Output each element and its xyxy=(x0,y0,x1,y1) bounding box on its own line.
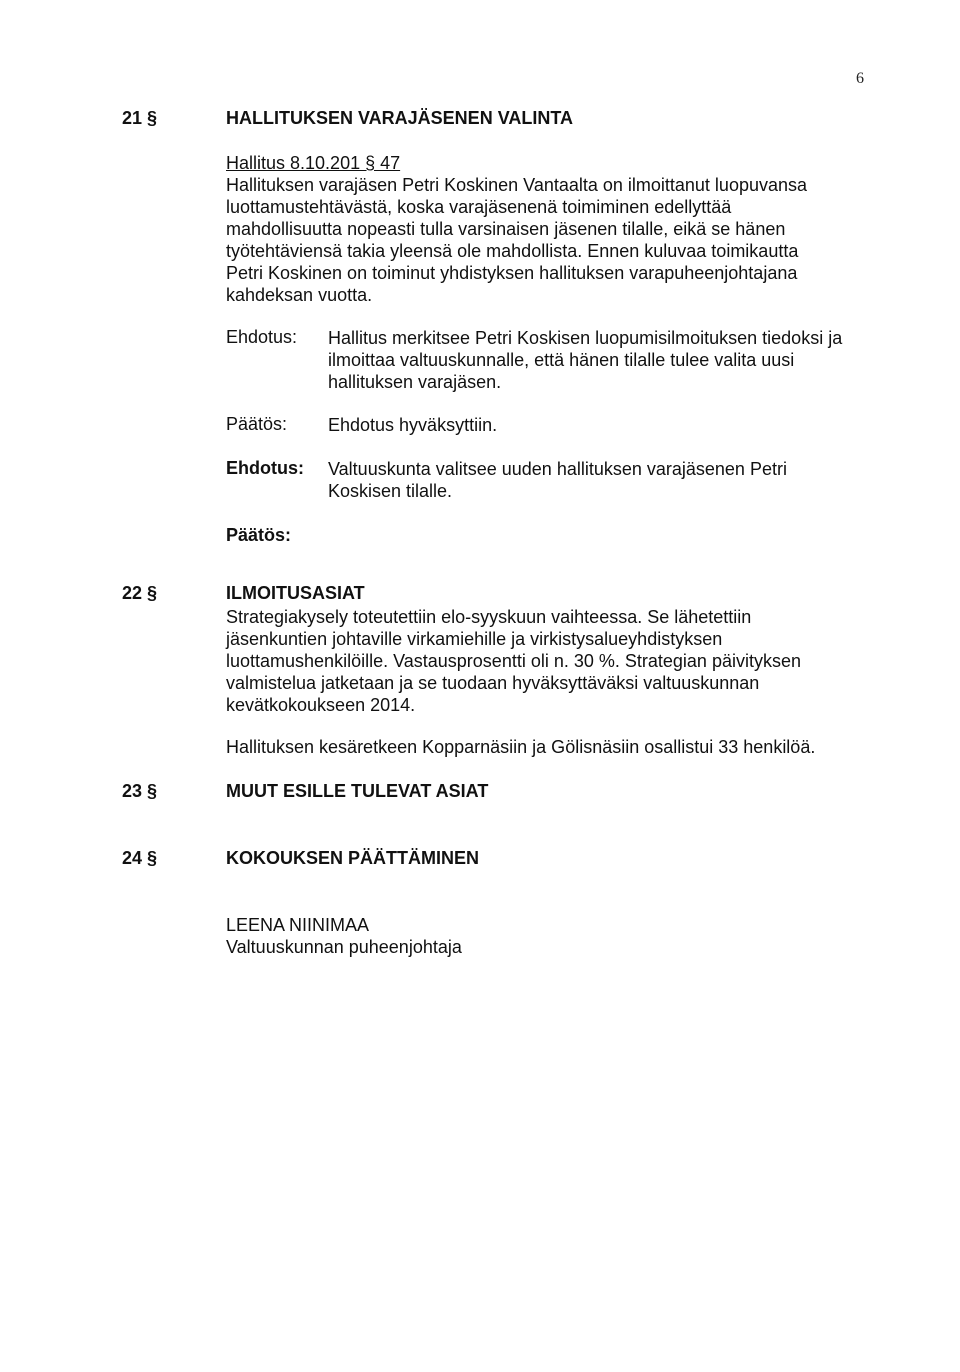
body-line: Hallituksen varajäsen Petri Koskinen Vantaalta on ilmoittanut luopuvansa xyxy=(226,175,808,195)
board-reference: Hallitus 8.10.201 § 47 xyxy=(226,153,401,173)
signature-block xyxy=(226,914,866,958)
section-21-body xyxy=(226,152,866,306)
section-22-body xyxy=(226,606,866,716)
body-line: valmistelua jatketaan ja se tuodaan hyväksyttäväksi valtuuskunnan xyxy=(226,673,760,693)
section-22-title: ILMOITUSASIAT xyxy=(226,583,365,603)
signatory-name: LEENA NIINIMAA xyxy=(226,915,370,935)
body-line: työtehtäviensä takia yleensä ole mahdollista. Ennen kuluvaa toimikautta xyxy=(226,241,799,261)
decision-2-label: Päätös: xyxy=(226,525,292,545)
proposal-2-text xyxy=(328,458,888,502)
section-21-number: 21 § xyxy=(122,108,158,128)
proposal-line: Koskisen tilalle. xyxy=(328,481,453,501)
body-line: luottamushenkilöille. Vastausprosentti oli n. 30 %. Strategian päivityksen xyxy=(226,651,801,671)
body-line: luottamustehtävästä, koska varajäsenenä toimiminen edellyttää xyxy=(226,197,732,217)
body-line: Petri Koskinen on toiminut yhdistyksen hallituksen varapuheenjohtajana xyxy=(226,263,798,283)
body-line: Strategiakysely toteutettiin elo-syyskuun vaihteessa. Se lähetettiin xyxy=(226,607,752,627)
section-22-number: 22 § xyxy=(122,583,158,603)
section-24-number: 24 § xyxy=(122,848,158,868)
body-line: kevätkokoukseen 2014. xyxy=(226,695,416,715)
proposal-line: ilmoittaa valtuuskunnalle, että hänen tilalle tulee valita uusi xyxy=(328,350,795,370)
proposal-line: Hallitus merkitsee Petri Koskisen luopumisilmoituksen tiedoksi ja xyxy=(328,328,843,348)
section-21-title: HALLITUKSEN VARAJÄSENEN VALINTA xyxy=(226,108,574,128)
section-24-title: KOKOUKSEN PÄÄTTÄMINEN xyxy=(226,848,480,868)
proposal-line: Valtuuskunta valitsee uuden hallituksen varajäsenen Petri xyxy=(328,459,787,479)
section-23-title: MUUT ESILLE TULEVAT ASIAT xyxy=(226,781,489,801)
decision-1-label: Päätös: xyxy=(226,414,288,434)
page-number: 6 xyxy=(856,70,864,87)
proposal-2-label: Ehdotus: xyxy=(226,458,304,478)
signatory-role: Valtuuskunnan puheenjohtaja xyxy=(226,937,462,957)
proposal-1-text xyxy=(328,327,888,393)
body-line: mahdollisuutta nopeasti tulla varsinaisen jäsenen tilalle, eikä se hänen xyxy=(226,219,786,239)
body-line: kahdeksan vuotta. xyxy=(226,285,373,305)
body-line: jäsenkuntien johtaville virkamiehille ja virkistysalueyhdistyksen xyxy=(226,629,723,649)
section-23-number: 23 § xyxy=(122,781,158,801)
proposal-line: hallituksen varajäsen. xyxy=(328,372,502,392)
section-22-note: Hallituksen kesäretkeen Kopparnäsiin ja Gölisnäsiin osallistui 33 henkilöä. xyxy=(226,737,816,757)
proposal-1-label: Ehdotus: xyxy=(226,327,298,347)
decision-1-text: Ehdotus hyväksyttiin. xyxy=(328,415,498,435)
